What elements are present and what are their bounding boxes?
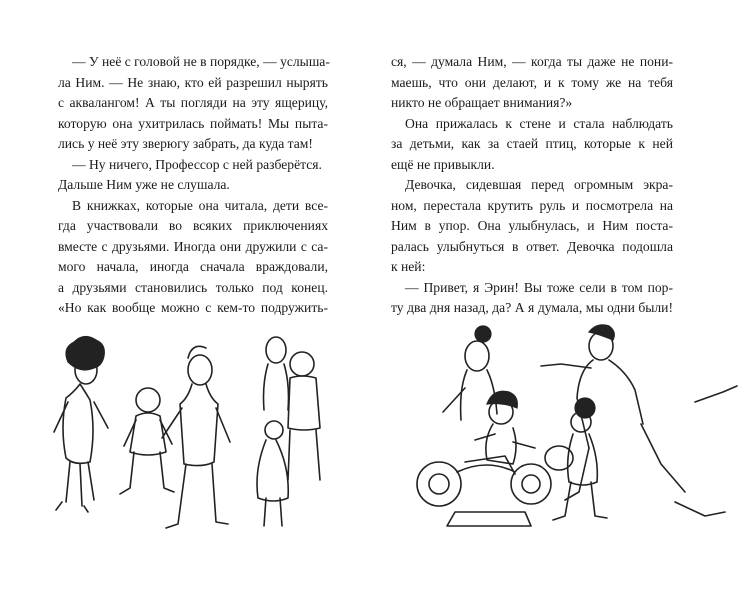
text-line: вместе с друзьями. Иногда они дружили с са- (58, 238, 328, 254)
left-page-text (58, 52, 328, 319)
text-line: ся, — думала Ним, — когда ты даже не пони- (391, 54, 673, 69)
text-line: ном, перестала крутить руль и посмотрела на (391, 197, 673, 213)
text-line: ла Ним. — Не знаю, кто ей разрешил нырять (58, 74, 328, 90)
text-line: — У неё с головой не в порядке, — услыша- (72, 54, 330, 69)
small-girl-with-ball-figure (545, 398, 607, 520)
text-line: В книжках, которые она читала, дети все- (72, 197, 328, 213)
background-children-figures (257, 337, 320, 526)
text-line: с аквалангом! А ты погляди на эту ящерицу, (58, 95, 328, 110)
girl-with-bun-figure (443, 326, 497, 420)
text-line: никто не обращает внимания?» (391, 95, 573, 110)
text-line: Она прижалась к стене и стала наблюдать (405, 115, 673, 131)
text-line: маешь, что они делают, и к тому же на тебя (391, 74, 673, 90)
text-line: лись у неё эту зверюгу забрать, да куда там! (58, 136, 313, 151)
text-line: «Но как вообще можно с кем-то подружить- (58, 300, 328, 315)
text-line: — Привет, я Эрин! Вы тоже сели в том пор- (405, 279, 673, 295)
text-line: ещё не привыкли. (391, 156, 495, 172)
children-group-illustration (40, 312, 340, 540)
wild-haired-girl-figure (54, 336, 108, 512)
right-page-text (391, 52, 673, 319)
text-line: ту два дня назад, да? А я думала, мы одни были! (391, 300, 673, 315)
tall-girl-figure (162, 346, 230, 528)
children-sketch (40, 312, 340, 540)
text-line: — Ну ничего, Профессор с ней разберётся. (72, 156, 322, 172)
text-line: Дальше Ним уже не слушала. (58, 177, 230, 192)
children-playing-illustration (395, 312, 745, 540)
arm-from-edge-figure (675, 386, 737, 516)
text-line: за детьми, как за стаей птиц, которые к ней (391, 136, 673, 151)
text-line: Ним в упор. Она улыбнулась, и Ним поста- (391, 218, 673, 233)
text-line: а друзьями становились только под конец. (58, 279, 328, 295)
text-line: мого начала, иногда сначала враждовали, (58, 259, 328, 274)
text-line: Девочка, сидевшая перед огромным экра- (405, 177, 673, 192)
text-line: гда участвовали во всяких приключениях (58, 218, 328, 233)
pointing-boy-figure (541, 325, 685, 500)
text-line: к ней: (391, 259, 426, 274)
boy-on-toy-motorbike-figure (417, 391, 551, 526)
right-page (375, 0, 750, 592)
small-boy-figure (120, 388, 174, 494)
text-line: которую она ухитрилась поймать! Мы пыта- (58, 115, 328, 131)
text-line: ралась улыбнуться в ответ. Девочка подошла (391, 238, 673, 254)
children-sketch (395, 312, 745, 540)
